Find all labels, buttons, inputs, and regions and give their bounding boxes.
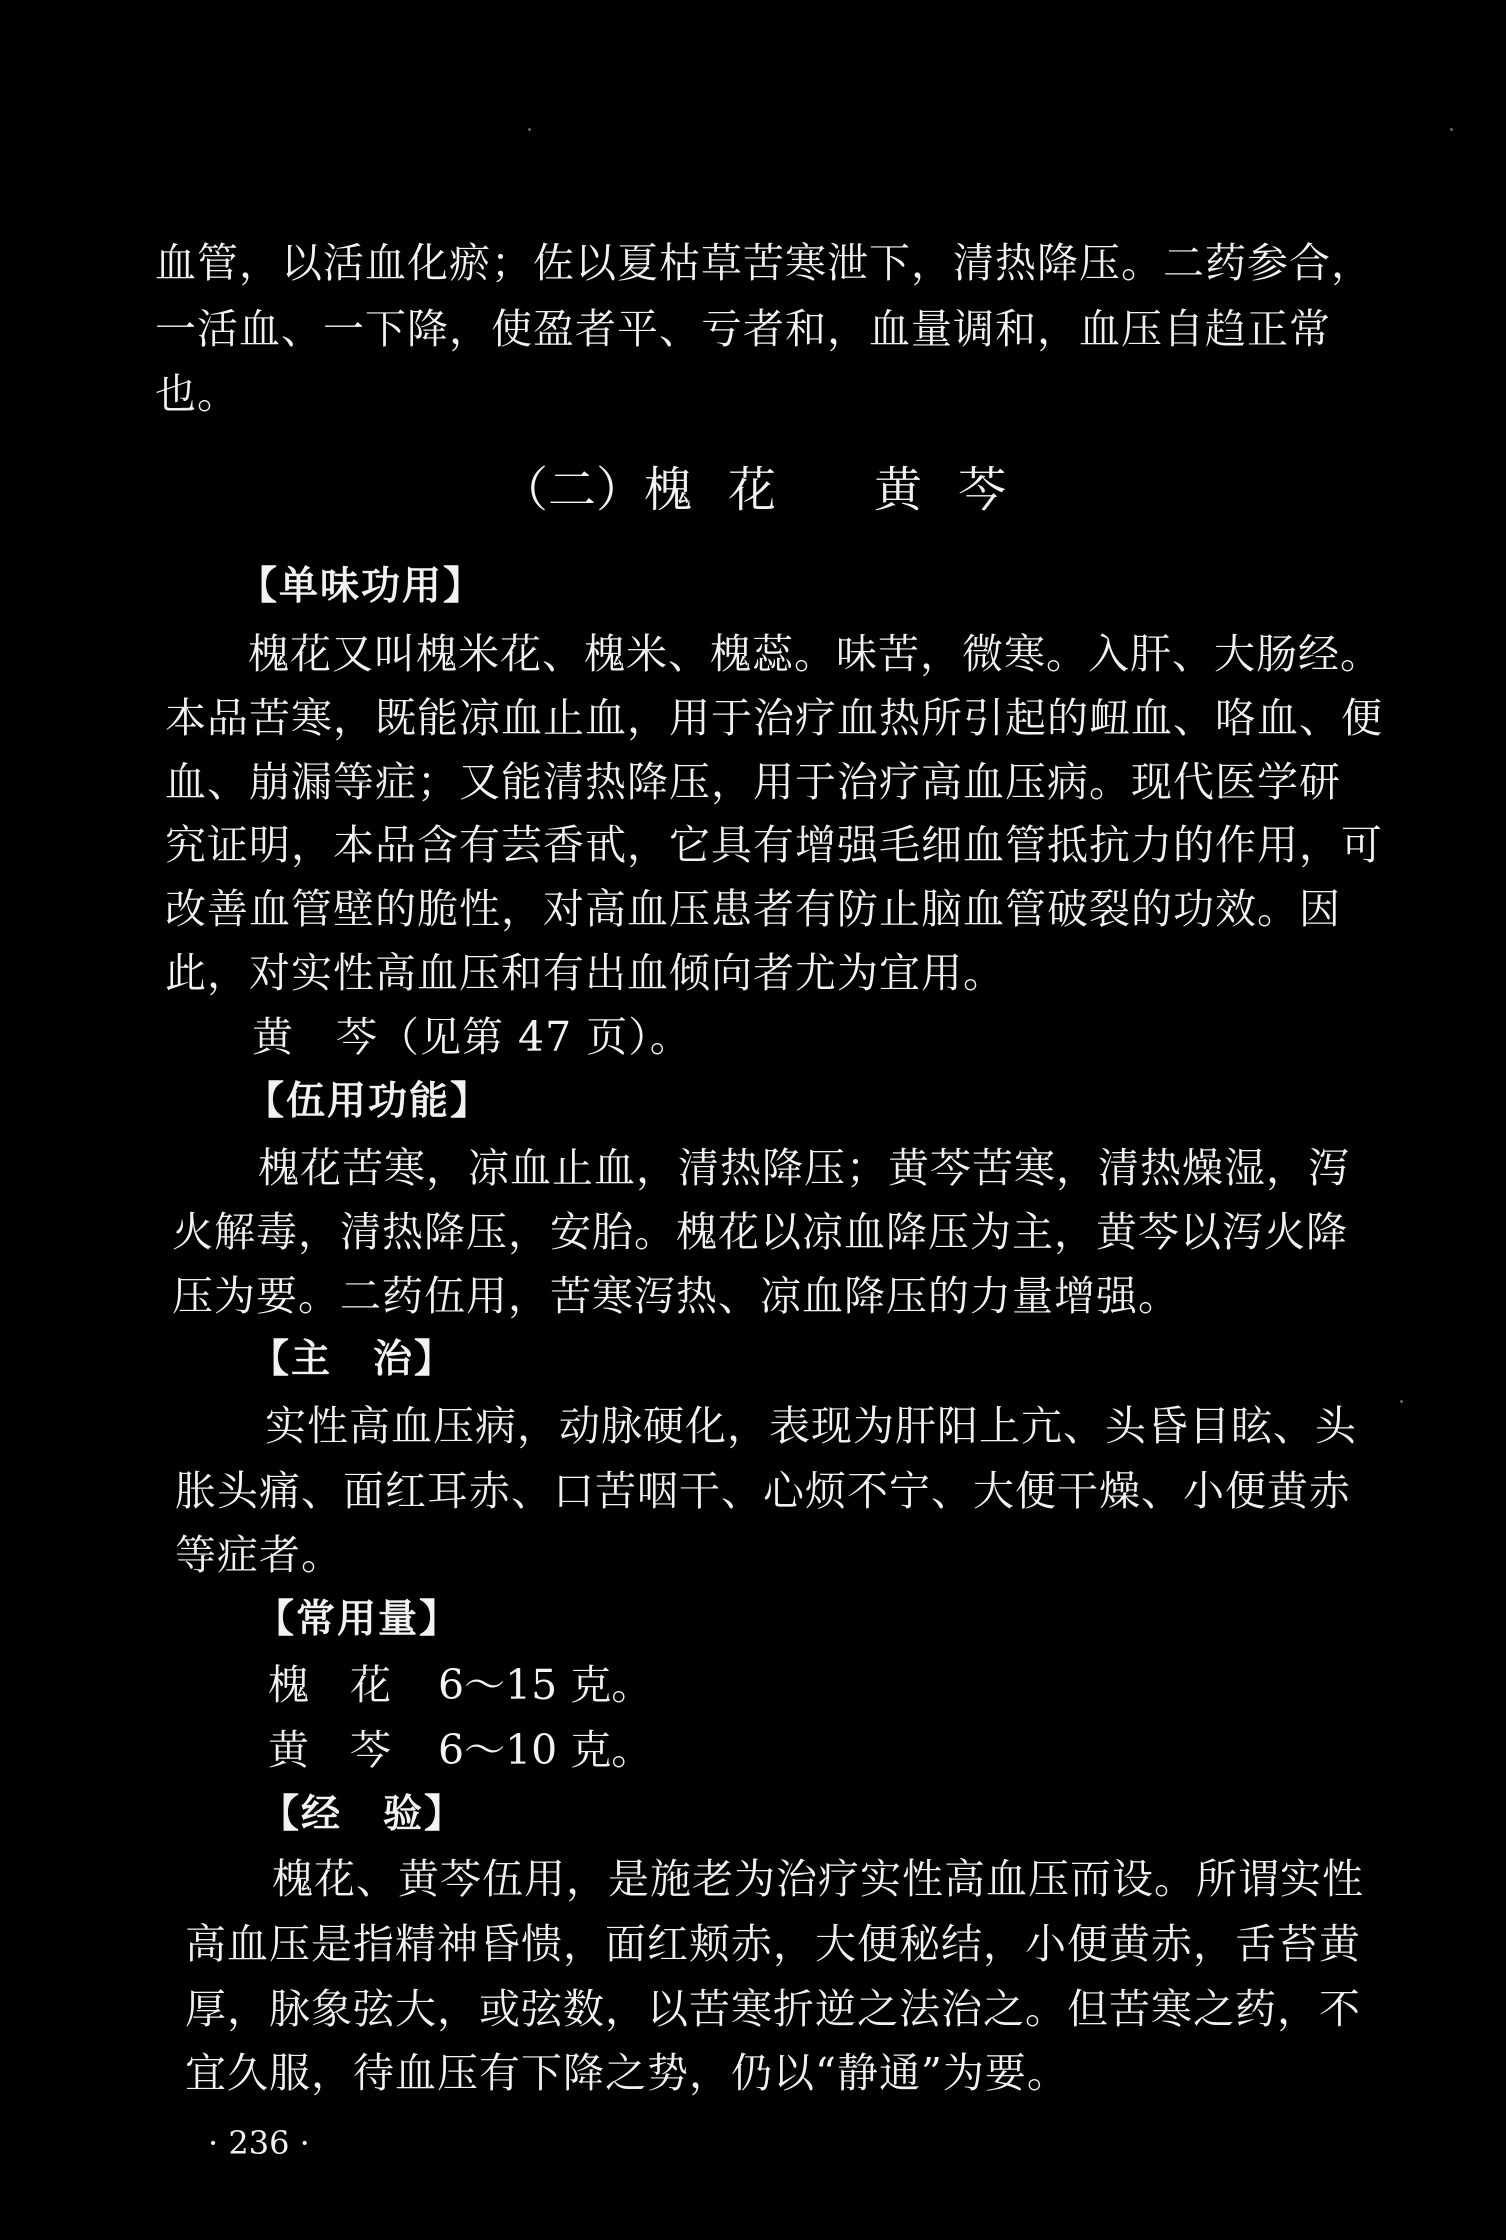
scan-speck — [528, 128, 531, 131]
heading-single-function: 【单味功用】 — [238, 564, 485, 609]
dosage-item-huaihua — [268, 1655, 652, 1715]
indications-line-2: 胀头痛、面红耳赤、口苦咽干、心烦不宁、大便干燥、小便黄赤 — [175, 1467, 1351, 1515]
dosage-herb-name: 黄 芩 — [268, 1726, 391, 1774]
heading-combined-function: 【伍用功能】 — [245, 1079, 492, 1124]
dosage-amount: 6～10 克。 — [438, 1726, 653, 1774]
single-function-line-2: 本品苦寒，既能凉血止血，用于治疗血热所引起的衄血、咯血、便 — [165, 694, 1383, 742]
experience-line-4: 宜久服，待血压有下降之势，仍以“静通”为要。 — [185, 2049, 1069, 2097]
single-function-line-7: 黄 芩（见第 47 页）。 — [252, 1013, 692, 1061]
section-number: （二） — [500, 462, 645, 518]
scan-speck — [1400, 1400, 1403, 1403]
indications-line-1: 实性高血压病，动脉硬化，表现为肝阳上亢、头昏目眩、头 — [265, 1402, 1357, 1450]
single-function-line-6: 此，对实性高血压和有出血倾向者尤为宜用。 — [165, 949, 1005, 997]
single-function-line-5: 改善血管壁的脆性，对高血压患者有防止脑血管破裂的功效。因 — [165, 885, 1341, 933]
heading-dosage: 【常用量】 — [255, 1597, 461, 1642]
experience-line-1: 槐花、黄芩伍用，是施老为治疗实性高血压而设。所谓实性 — [272, 1855, 1364, 1903]
combined-function-line-2: 火解毒，清热降压，安胎。槐花以凉血降压为主，黄芩以泻火降 — [172, 1208, 1348, 1256]
intro-line-1: 血管，以活血化瘀；佐以夏枯草苦寒泄下，清热降压。二药参合， — [155, 239, 1373, 287]
heading-indications: 【主 治】 — [250, 1337, 456, 1382]
single-function-line-1: 槐花又叫槐米花、槐米、槐蕊。味苦，微寒。入肝、大肠经。 — [248, 630, 1382, 678]
title-herb1-char2: 花 — [728, 462, 777, 518]
indications-line-3: 等症者。 — [175, 1531, 343, 1579]
dosage-item-huangqin — [268, 1720, 652, 1780]
combined-function-line-3: 压为要。二药伍用，苦寒泻热、凉血降压的力量增强。 — [172, 1272, 1180, 1320]
section-title — [500, 455, 1006, 525]
single-function-line-3: 血、崩漏等症；又能清热降压，用于治疗高血压病。现代医学研 — [165, 758, 1341, 806]
title-herb2-char2: 芩 — [958, 462, 1007, 518]
intro-line-2: 一活血、一下降，使盈者平、亏者和，血量调和，血压自趋正常 — [155, 305, 1331, 353]
title-herb2-char1: 黄 — [874, 462, 923, 518]
intro-line-3: 也。 — [155, 370, 239, 418]
scan-speck — [1450, 128, 1453, 131]
title-herb1-char1: 槐 — [644, 462, 693, 518]
experience-line-3: 厚，脉象弦大，或弦数，以苦寒折逆之法治之。但苦寒之药，不 — [185, 1985, 1361, 2033]
experience-line-2: 高血压是指精神昏愦，面红颊赤，大便秘结，小便黄赤，舌苔黄 — [185, 1920, 1361, 1968]
page-number: · 236 · — [208, 2124, 310, 2162]
heading-experience: 【经 验】 — [260, 1792, 466, 1837]
dosage-herb-name: 槐 花 — [268, 1661, 391, 1709]
combined-function-line-1: 槐花苦寒，凉血止血，清热降压；黄芩苦寒，清热燥湿，泻 — [258, 1144, 1350, 1192]
single-function-line-4: 究证明，本品含有芸香甙，它具有增强毛细血管抵抗力的作用，可 — [165, 821, 1383, 869]
dosage-amount: 6～15 克。 — [438, 1661, 653, 1709]
